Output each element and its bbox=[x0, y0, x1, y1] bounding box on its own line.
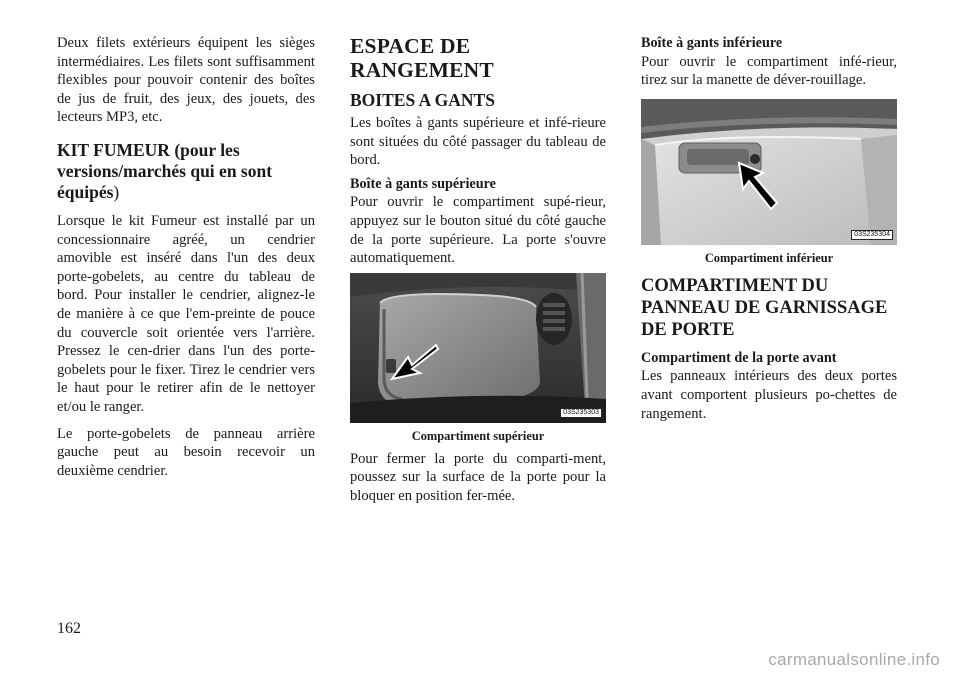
figure-upper-compartment bbox=[350, 273, 606, 423]
heading-smoker-kit-text: KIT FUMEUR (pour les versions/marchés qui en sont équipés bbox=[57, 139, 273, 202]
paragraph-smoker-kit: Lorsque le kit Fumeur est installé par un concessionnaire agréé, un cendrier amovible est inséré dans l'un des deux porte-gobelets, au centre du tableau de bord. Pour installer le cendrier, alignez-le de manière à ce que l'em-preinte de pouce du couvercle soit orientée vers l'arrière. Pressez le cen-drier dans l'un des porte-gobelets pour le fixer. Tirez le cendrier vers le haut pour le retirer afin de le nettoyer et/ou le ranger. bbox=[57, 212, 315, 415]
paragraph-front-door-compartment: Les panneaux intérieurs des deux portes avant comportent plusieurs po-chettes de rangement. bbox=[641, 368, 897, 422]
caption-lower-compartment: Compartiment inférieur bbox=[704, 250, 834, 265]
paragraph-lower-glovebox: Pour ouvrir le compartiment infé-rieur, tirez sur la manette de déver-rouillage. bbox=[641, 53, 897, 89]
caption-upper-compartment: Compartiment supérieur bbox=[411, 428, 545, 443]
column-middle bbox=[350, 34, 606, 506]
figure-code-upper: 03S235303 bbox=[560, 408, 602, 418]
paragraph-upper-glovebox: Pour ouvrir le compartiment supé-rieur, appuyez sur le bouton situé du côté gauche de la porte supérieure. La porte s'ouvre automatiquement. bbox=[350, 194, 606, 267]
heading-smoker-kit-paren: ) bbox=[113, 181, 120, 202]
heading-upper-glovebox: Boîte à gants supérieure bbox=[350, 175, 496, 192]
lower-compartment-illustration bbox=[641, 99, 897, 245]
paragraph-rear-cupholder: Le porte-gobelets de panneau arrière gauche peut au besoin recevoir un deuxième cendrier. bbox=[57, 425, 315, 479]
heading-smoker-kit bbox=[57, 140, 315, 203]
section-title-storage: ESPACE DE RANGEMENT bbox=[350, 34, 494, 82]
column-right bbox=[641, 34, 897, 423]
watermark: carmanualsonline.info bbox=[768, 650, 940, 669]
upper-compartment-illustration bbox=[350, 273, 606, 423]
figure-code-lower: 03S235304 bbox=[851, 230, 893, 240]
heading-lower-glovebox: Boîte à gants inférieure bbox=[641, 35, 783, 51]
paragraph-close-compartment: Pour fermer la porte du comparti-ment, poussez sur la surface de la porte pour la bloquer en position fer-mée. bbox=[350, 450, 606, 504]
paragraph-nets: Deux filets extérieurs équipent les sièges intermédiaires. Les filets sont suffisamment flexibles pour pouvoir contenir des boîtes de jus de fruit, des jeux, des jouets, des lecteurs MP3, etc. bbox=[57, 35, 315, 126]
figure-lower-compartment bbox=[641, 99, 897, 245]
page-number: 162 bbox=[57, 620, 81, 637]
paragraph-glovebox: Les boîtes à gants supérieure et infé-rieure sont situées du côté passager du tableau de bord. bbox=[350, 115, 606, 169]
heading-glovebox: BOITES A GANTS bbox=[350, 90, 495, 110]
column-left bbox=[57, 34, 315, 480]
heading-door-trim-compartment: COMPARTIMENT DU PANNEAU DE GARNISSAGE DE PORTE bbox=[641, 275, 888, 340]
heading-front-door-compartment: Compartiment de la porte avant bbox=[641, 349, 837, 366]
